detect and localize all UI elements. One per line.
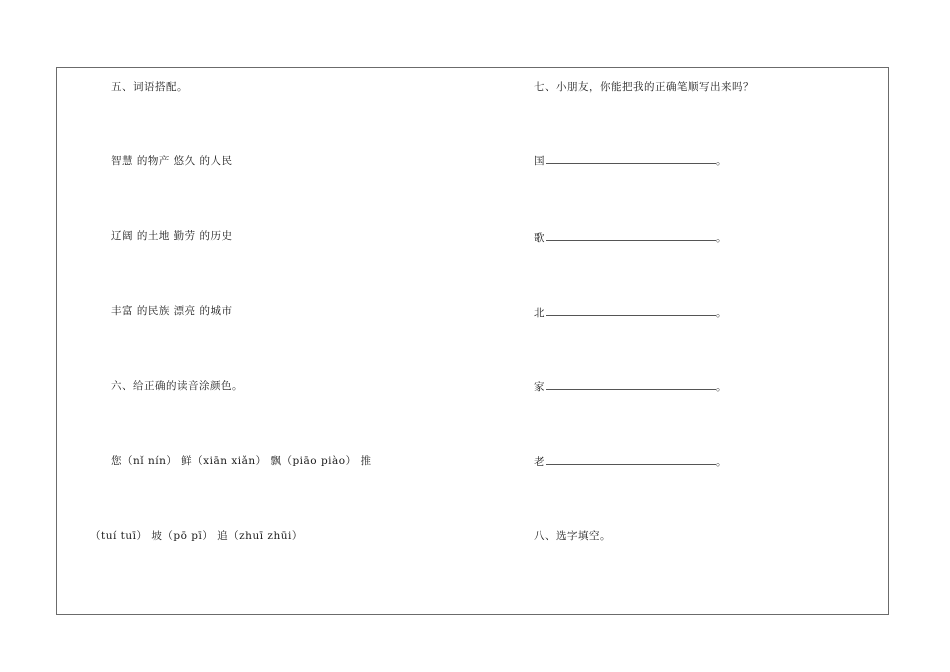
stroke-char: 家 <box>534 381 545 393</box>
stroke-char: 老 <box>534 456 545 468</box>
answer-blank[interactable] <box>546 231 716 241</box>
period: 。 <box>716 307 727 319</box>
pinyin-line-2: （tuí tuī） 坡（pō pī） 追（zhuī zhūi） <box>90 530 303 542</box>
stroke-order-item <box>534 306 727 320</box>
section-6-title: 六、给正确的读音涂颜色。 <box>111 380 243 392</box>
section-7-title: 七、小朋友，你能把我的正确笔顺写出来吗？ <box>534 81 754 93</box>
section-5-title: 五、词语搭配。 <box>111 81 188 93</box>
answer-blank[interactable] <box>546 154 716 164</box>
word-match-row-3: 丰富 的民族 漂亮 的城市 <box>111 305 233 317</box>
period: 。 <box>716 232 727 244</box>
period: 。 <box>716 456 727 468</box>
stroke-order-item <box>534 231 727 245</box>
stroke-order-item <box>534 380 727 394</box>
period: 。 <box>716 155 727 167</box>
stroke-char: 北 <box>534 307 545 319</box>
answer-blank[interactable] <box>546 380 716 390</box>
answer-blank[interactable] <box>546 455 716 465</box>
stroke-order-item <box>534 154 727 168</box>
answer-blank[interactable] <box>546 306 716 316</box>
stroke-char: 国 <box>534 155 545 167</box>
word-match-row-1: 智慧 的物产 悠久 的人民 <box>111 155 233 167</box>
period: 。 <box>716 381 727 393</box>
section-8-title: 八、选字填空。 <box>534 530 611 542</box>
word-match-row-2: 辽阔 的土地 勤劳 的历史 <box>111 230 233 242</box>
stroke-char: 歌 <box>534 232 545 244</box>
stroke-order-item <box>534 455 727 469</box>
pinyin-line-1: 您（nǐ nín） 鲜（xiān xiǎn） 飘（piāo piào） 推 <box>111 455 372 467</box>
